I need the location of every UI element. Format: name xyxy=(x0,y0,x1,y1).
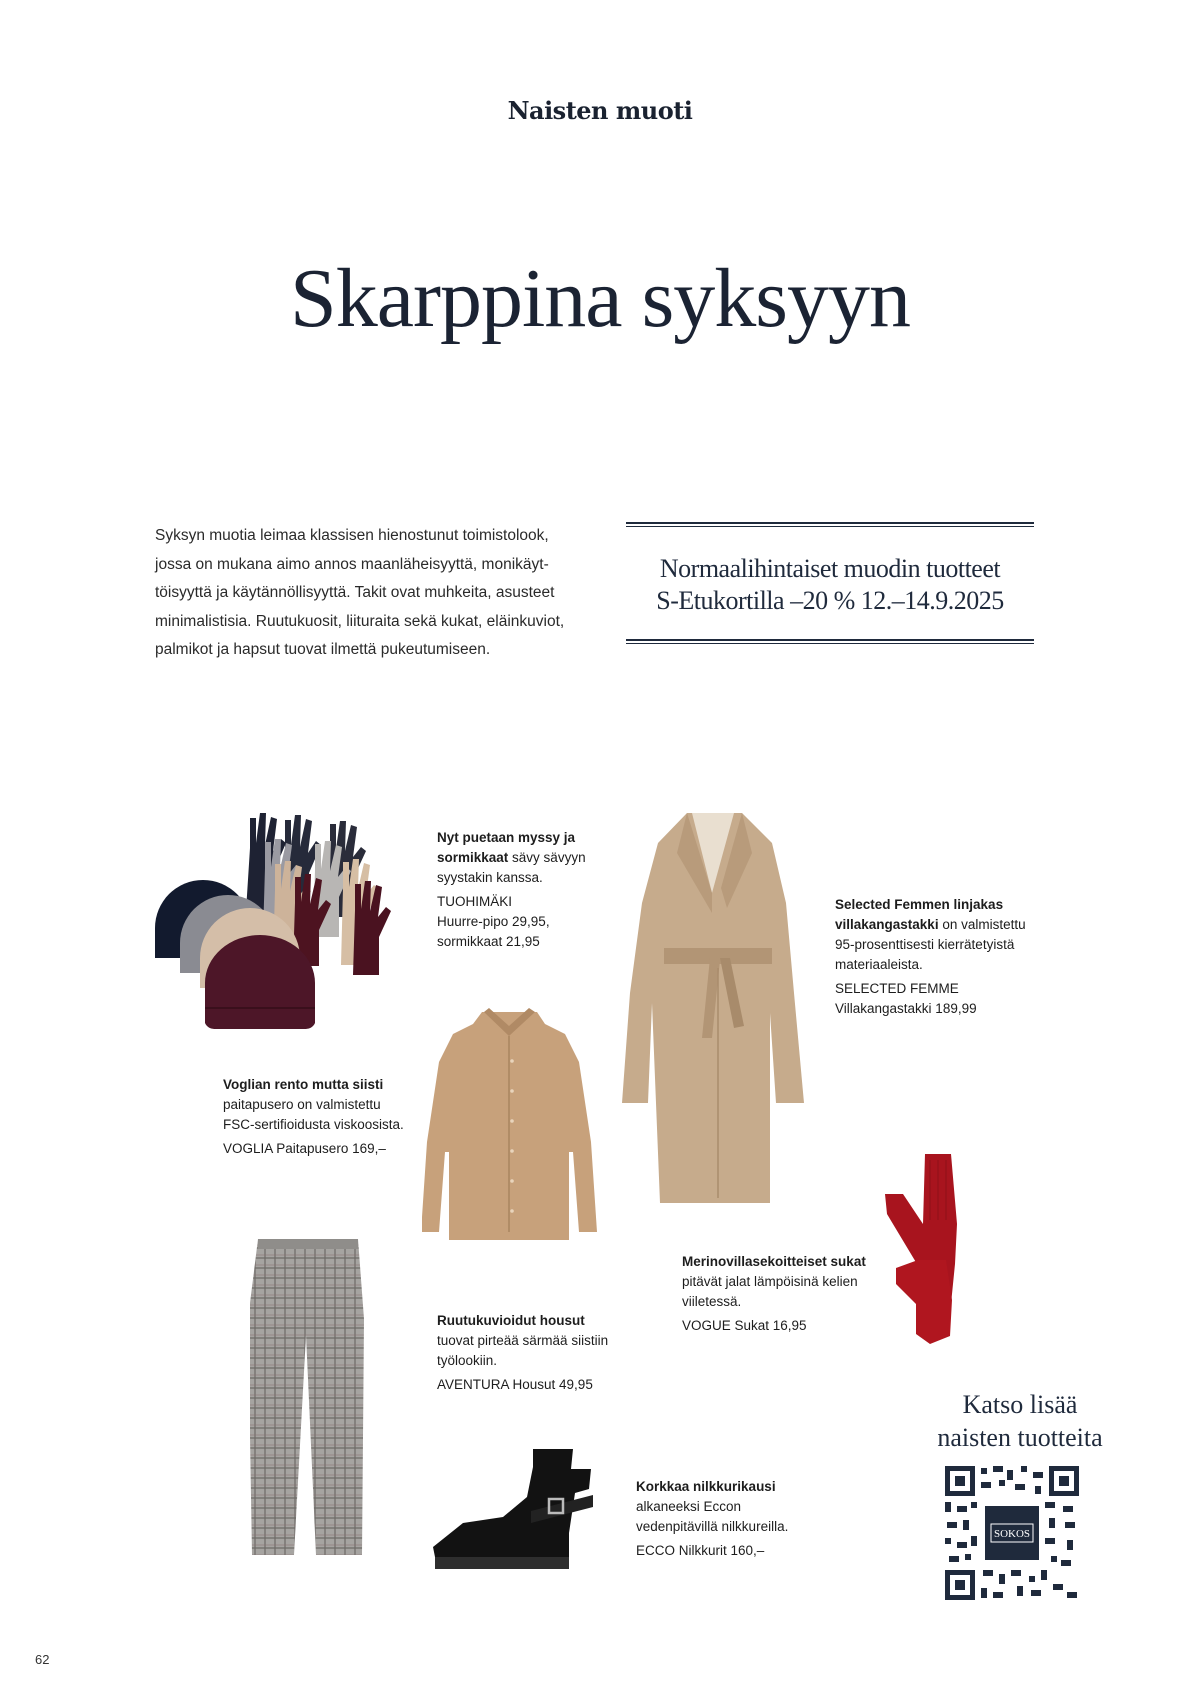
trousers-image xyxy=(250,1233,365,1559)
hats-lead: Nyt puetaan myssy ja sormikkaat xyxy=(437,830,576,865)
trousers-caption xyxy=(437,1311,622,1395)
coat-text: on valmistettu 95-prosenttisesti kierrätetyistä materiaaleista. xyxy=(835,917,1026,972)
coat-brand: SELECTED FEMME xyxy=(835,981,959,996)
coat-lead: Selected Femmen linjakas villakangastakki xyxy=(835,897,1004,932)
blouse-lead: Voglian rento mutta siisti xyxy=(223,1077,384,1092)
blouse-caption xyxy=(223,1075,413,1159)
coat-caption xyxy=(835,895,1035,1019)
blouse-text: paitapusero on valmistettu FSC-sertifioidusta viskoosista. xyxy=(223,1097,404,1132)
qr-code[interactable] xyxy=(945,1466,1079,1600)
promo-rule-bottom xyxy=(626,639,1034,644)
section-label: Naisten muoti xyxy=(507,96,693,125)
hats-price-2: sormikkaat 21,95 xyxy=(437,934,540,949)
promo-box xyxy=(626,522,1034,644)
socks-lead: Merinovillasekoitteiset sukat xyxy=(682,1254,866,1269)
page-title: Skarppina syksyyn xyxy=(290,252,910,345)
boots-text: alkaneeksi Eccon vedenpitävillä nilkkureilla. xyxy=(636,1499,789,1534)
hats-caption xyxy=(437,828,612,952)
promo-line-2: S-Etukortilla –20 % 12.–14.9.2025 xyxy=(656,586,1004,615)
promo-rule-top xyxy=(626,522,1034,527)
boots-caption xyxy=(636,1477,826,1561)
promo-line-1: Normaalihintaiset muodin tuotteet xyxy=(659,554,1001,583)
cta-line-2: naisten tuotteita xyxy=(937,1423,1103,1452)
blouse-image xyxy=(422,1006,597,1240)
socks-text: pitävät jalat lämpöisinä kelien viiletessä. xyxy=(682,1274,858,1309)
trousers-text: tuovat pirteää särmää siistiin työlookiin. xyxy=(437,1333,609,1368)
boots-image xyxy=(433,1445,605,1573)
intro-paragraph: Syksyn muotia leimaa klassisen hienostunut toimistolook, jossa on mukana aimo annos maanläheisyyttä, monikäyt-töisyyttä ja käytännöllisyyttä. Takit ovat muhkeita, asusteet minimalistisia. Ruutukuosit, liituraita sekä kukat, eläinkuviot, palmikot ja hapsut tuovat ilmettä pukeutumiseen. xyxy=(155,527,565,658)
coat-image xyxy=(622,808,814,1208)
blouse-price: VOGLIA Paitapusero 169,– xyxy=(223,1141,386,1156)
coat-price: Villakangastakki 189,99 xyxy=(835,1001,977,1016)
hats-text: sävy sävyyn syystakin kanssa. xyxy=(437,850,586,885)
boots-price: ECCO Nilkkurit 160,– xyxy=(636,1543,765,1558)
hats-brand: TUOHIMÄKI xyxy=(437,894,513,909)
socks-image xyxy=(880,1150,980,1346)
cta-line-1: Katso lisää xyxy=(962,1390,1078,1419)
page-number: 62 xyxy=(35,1652,50,1667)
trousers-price: AVENTURA Housut 49,95 xyxy=(437,1377,593,1392)
boots-lead: Korkkaa nilkkurikausi xyxy=(636,1479,776,1494)
qr-logo-text: SOKOS xyxy=(993,1528,1031,1540)
hats-price-1: Huurre-pipo 29,95, xyxy=(437,914,550,929)
socks-caption xyxy=(682,1252,877,1336)
trousers-lead: Ruutukuvioidut housut xyxy=(437,1313,585,1328)
hats-gloves-image xyxy=(155,808,417,1030)
socks-price: VOGUE Sukat 16,95 xyxy=(682,1318,807,1333)
more-products-cta[interactable] xyxy=(905,1388,1135,1454)
